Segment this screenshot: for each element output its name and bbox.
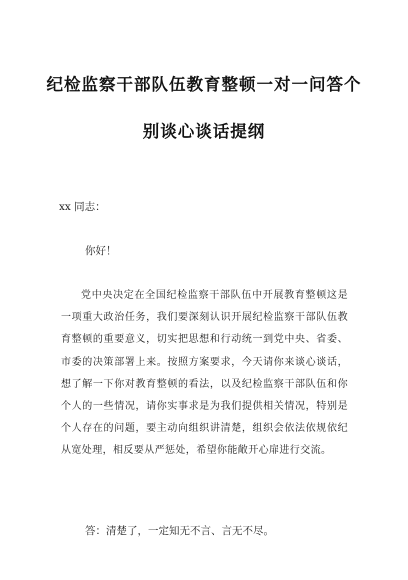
- salutation: xx 同志：: [59, 201, 106, 213]
- document-title-line-1: 纪检监察干部队伍教育整顿一对一问答个: [46, 75, 362, 94]
- body-paragraph: 党中央决定在全国纪检监察干部队伍中开展教育整顿这是一项重大政治任务，我们要深刻认识开展纪检监察干部队伍教育整顿的重要意义，切实把思想和行动统一到党中央、省委、市委的决策部署上来。按照方案要求，今天请你来谈心谈话，想了解一下你对教育整顿的看法，以及纪检监察干部队伍和你个人的一些情况，请你实事求是为我们提供相关情况，特别是个人存在的问题，要主动向组织讲清楚，组织会依法依规依纪从宽处理，相反要从严惩处，希望你能敞开心扉进行交流。: [61, 290, 348, 457]
- document-title-line-2: 别谈心谈话提纲: [142, 122, 266, 141]
- greeting: 你好！: [85, 245, 117, 257]
- answer-paragraph: 答：清楚了，一定知无不言、言无不尽。: [85, 525, 274, 537]
